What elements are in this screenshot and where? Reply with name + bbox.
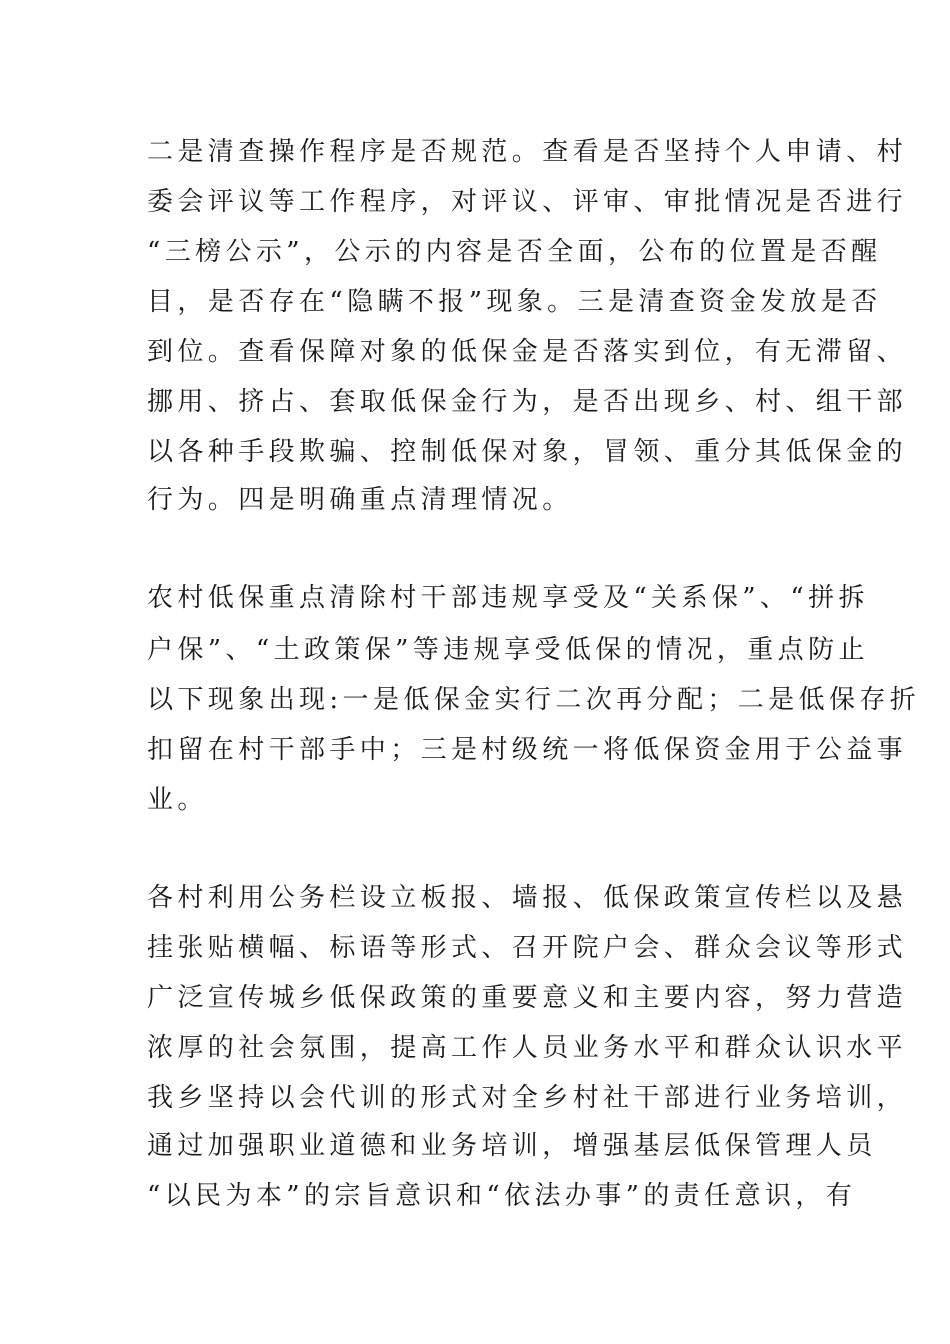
paragraph-2-line-4: 扣留在村干部手中；三是村级统一将低保资金用于公益事 [147, 735, 908, 765]
paragraph-3-line-7: “以民为本”的宗旨意识和“依法办事”的责任意识，有 [147, 1181, 857, 1211]
paragraph-3-line-2: 挂张贴横幅、标语等形式、召开院户会、群众会议等形式 [147, 933, 908, 963]
paragraph-3-line-3: 广泛宣传城乡低保政策的重要意义和主要内容，努力营造 [147, 983, 908, 1013]
paragraph-1-line-6: 挪用、挤占、套取低保金行为，是否出现乡、村、组干部 [147, 387, 908, 417]
paragraph-1-line-8: 行为。四是明确重点清理情况。 [147, 485, 573, 515]
paragraph-1-line-4: 目，是否存在“隐瞒不报”现象。三是清查资金发放是否 [147, 287, 882, 317]
paragraph-3-line-1: 各村利用公务栏设立板报、墙报、低保政策宣传栏以及悬 [147, 883, 908, 913]
paragraph-1-line-3: “三榜公示”，公示的内容是否全面，公布的位置是否醒 [147, 237, 882, 267]
paragraph-3-line-4: 浓厚的社会氛围，提高工作人员业务水平和群众认识水平 [147, 1033, 908, 1063]
paragraph-3-line-6: 通过加强职业道德和业务培训，增强基层低保管理人员 [147, 1131, 877, 1161]
paragraph-2-line-2: 户保”、“土政策保”等违规享受低保的情况，重点防止 [147, 635, 869, 665]
paragraph-2-line-5: 业。 [147, 785, 208, 815]
paragraph-1-line-1: 二是清查操作程序是否规范。查看是否坚持个人申请、村 [147, 137, 908, 167]
paragraph-2-line-3: 以下现象出现:一是低保金实行二次再分配；二是低保存折 [147, 685, 921, 715]
paragraph-1-line-5: 到位。查看保障对象的低保金是否落实到位，有无滞留、 [147, 337, 908, 367]
paragraph-1-line-2: 委会评议等工作程序，对评议、评审、审批情况是否进行 [147, 187, 908, 217]
paragraph-1-line-7: 以各种手段欺骗、控制低保对象，冒领、重分其低保金的 [147, 437, 908, 467]
paragraph-3-line-5: 我乡坚持以会代训的形式对全乡村社干部进行业务培训， [147, 1083, 908, 1113]
paragraph-2-line-1: 农村低保重点清除村干部违规享受及“关系保”、“拼拆 [147, 583, 869, 613]
